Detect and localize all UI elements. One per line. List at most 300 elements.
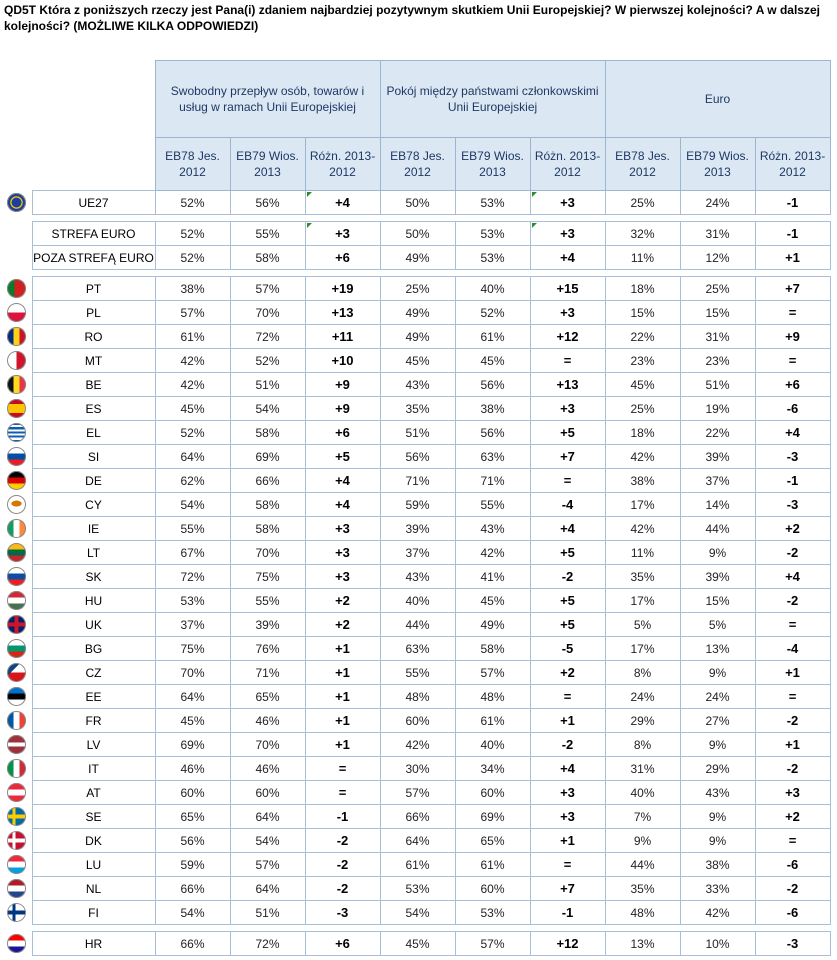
table-row bbox=[2, 325, 830, 349]
diff-cell: -2 bbox=[305, 877, 380, 901]
value-cell: 54% bbox=[155, 901, 230, 925]
value-cell: 67% bbox=[155, 541, 230, 565]
value-cell: 52% bbox=[455, 301, 530, 325]
value-cell: 75% bbox=[230, 565, 305, 589]
diff-cell: -4 bbox=[530, 493, 605, 517]
austria-flag-icon bbox=[7, 783, 26, 802]
cyprus-flag-icon bbox=[7, 495, 26, 514]
diff-cell: +3 bbox=[305, 222, 380, 246]
value-cell: 42% bbox=[380, 733, 455, 757]
value-cell: 60% bbox=[230, 781, 305, 805]
diff-cell: -1 bbox=[755, 222, 830, 246]
diff-cell: = bbox=[755, 349, 830, 373]
row-label: BG bbox=[32, 637, 155, 661]
diff-cell: +3 bbox=[305, 565, 380, 589]
diff-cell: +3 bbox=[530, 191, 605, 215]
value-cell: 46% bbox=[230, 757, 305, 781]
table-row bbox=[2, 877, 830, 901]
diff-cell: -2 bbox=[530, 565, 605, 589]
subheader-cell: Różn. 2013-2012 bbox=[305, 138, 380, 191]
diff-cell: +7 bbox=[530, 877, 605, 901]
table-row bbox=[2, 397, 830, 421]
table-row bbox=[2, 349, 830, 373]
value-cell: 42% bbox=[680, 901, 755, 925]
value-cell: 15% bbox=[605, 301, 680, 325]
diff-cell: = bbox=[305, 781, 380, 805]
malta-flag-icon bbox=[7, 351, 26, 370]
value-cell: 23% bbox=[680, 349, 755, 373]
diff-cell: +5 bbox=[530, 541, 605, 565]
value-cell: 56% bbox=[455, 373, 530, 397]
table-row bbox=[2, 373, 830, 397]
value-cell: 27% bbox=[680, 709, 755, 733]
row-label: EE bbox=[32, 685, 155, 709]
value-cell: 9% bbox=[680, 733, 755, 757]
value-cell: 72% bbox=[155, 565, 230, 589]
value-cell: 17% bbox=[605, 589, 680, 613]
uk-flag-icon bbox=[7, 615, 26, 634]
diff-cell: +3 bbox=[305, 541, 380, 565]
value-cell: 43% bbox=[380, 373, 455, 397]
flag-cell bbox=[2, 637, 32, 661]
value-cell: 44% bbox=[605, 853, 680, 877]
value-cell: 64% bbox=[230, 805, 305, 829]
table-row bbox=[2, 191, 830, 215]
row-label: MT bbox=[32, 349, 155, 373]
table-row bbox=[2, 709, 830, 733]
row-label: UE27 bbox=[32, 191, 155, 215]
value-cell: 69% bbox=[155, 733, 230, 757]
value-cell: 40% bbox=[455, 277, 530, 301]
value-cell: 51% bbox=[230, 901, 305, 925]
corner-blank bbox=[2, 61, 155, 138]
flag-cell bbox=[2, 373, 32, 397]
flag-cell bbox=[2, 853, 32, 877]
subheader-cell: EB79 Wios. 2013 bbox=[680, 138, 755, 191]
flag-cell bbox=[2, 709, 32, 733]
value-cell: 48% bbox=[605, 901, 680, 925]
diff-cell: +4 bbox=[755, 565, 830, 589]
value-cell: 71% bbox=[230, 661, 305, 685]
ireland-flag-icon bbox=[7, 519, 26, 538]
value-cell: 43% bbox=[680, 781, 755, 805]
subheader-cell: EB79 Wios. 2013 bbox=[230, 138, 305, 191]
diff-cell: +5 bbox=[530, 613, 605, 637]
row-label: PL bbox=[32, 301, 155, 325]
value-cell: 39% bbox=[680, 445, 755, 469]
subheader-cell: EB78 Jes. 2012 bbox=[605, 138, 680, 191]
value-cell: 25% bbox=[380, 277, 455, 301]
value-cell: 61% bbox=[380, 853, 455, 877]
value-cell: 48% bbox=[380, 685, 455, 709]
diff-cell: +3 bbox=[530, 781, 605, 805]
value-cell: 66% bbox=[380, 805, 455, 829]
value-cell: 61% bbox=[455, 709, 530, 733]
diff-cell: -3 bbox=[755, 932, 830, 956]
value-cell: 51% bbox=[380, 421, 455, 445]
value-cell: 22% bbox=[605, 325, 680, 349]
row-label: AT bbox=[32, 781, 155, 805]
table-row bbox=[2, 517, 830, 541]
value-cell: 45% bbox=[155, 709, 230, 733]
diff-cell: -3 bbox=[305, 901, 380, 925]
row-label: SK bbox=[32, 565, 155, 589]
value-cell: 58% bbox=[230, 421, 305, 445]
value-cell: 56% bbox=[455, 421, 530, 445]
subheader-cell: Różn. 2013-2012 bbox=[530, 138, 605, 191]
table-row bbox=[2, 301, 830, 325]
value-cell: 59% bbox=[155, 853, 230, 877]
value-cell: 75% bbox=[155, 637, 230, 661]
value-cell: 66% bbox=[155, 877, 230, 901]
table-row bbox=[2, 541, 830, 565]
value-cell: 64% bbox=[230, 877, 305, 901]
value-cell: 7% bbox=[605, 805, 680, 829]
table-row bbox=[2, 637, 830, 661]
table-row bbox=[2, 222, 830, 246]
value-cell: 37% bbox=[680, 469, 755, 493]
value-cell: 40% bbox=[455, 733, 530, 757]
row-label: EL bbox=[32, 421, 155, 445]
row-label: SI bbox=[32, 445, 155, 469]
slovakia-flag-icon bbox=[7, 567, 26, 586]
value-cell: 42% bbox=[605, 445, 680, 469]
value-cell: 53% bbox=[455, 901, 530, 925]
subheader-cell: EB79 Wios. 2013 bbox=[455, 138, 530, 191]
value-cell: 52% bbox=[155, 191, 230, 215]
row-label: LT bbox=[32, 541, 155, 565]
estonia-flag-icon bbox=[7, 687, 26, 706]
row-label: DE bbox=[32, 469, 155, 493]
flag-cell bbox=[2, 191, 32, 215]
value-cell: 58% bbox=[230, 246, 305, 270]
diff-cell: +4 bbox=[530, 246, 605, 270]
value-cell: 5% bbox=[680, 613, 755, 637]
value-cell: 14% bbox=[680, 493, 755, 517]
diff-cell: +6 bbox=[755, 373, 830, 397]
subheader-cell: EB78 Jes. 2012 bbox=[155, 138, 230, 191]
diff-cell: +9 bbox=[305, 397, 380, 421]
table-row bbox=[2, 781, 830, 805]
finland-flag-icon bbox=[7, 903, 26, 922]
diff-cell: +2 bbox=[305, 589, 380, 613]
diff-cell: +1 bbox=[755, 733, 830, 757]
flag-cell bbox=[2, 421, 32, 445]
flag-cell bbox=[2, 397, 32, 421]
croatia-flag-icon bbox=[7, 934, 26, 953]
row-label: LV bbox=[32, 733, 155, 757]
value-cell: 49% bbox=[380, 301, 455, 325]
value-cell: 58% bbox=[230, 493, 305, 517]
block-separator bbox=[2, 215, 830, 222]
table-row bbox=[2, 246, 830, 270]
diff-cell: +2 bbox=[755, 517, 830, 541]
value-cell: 58% bbox=[455, 637, 530, 661]
flag-cell bbox=[2, 469, 32, 493]
value-cell: 54% bbox=[230, 397, 305, 421]
value-cell: 52% bbox=[155, 222, 230, 246]
value-cell: 57% bbox=[230, 277, 305, 301]
value-cell: 18% bbox=[605, 277, 680, 301]
diff-cell: +1 bbox=[530, 829, 605, 853]
diff-cell: +7 bbox=[755, 277, 830, 301]
value-cell: 25% bbox=[680, 277, 755, 301]
diff-cell: +10 bbox=[305, 349, 380, 373]
value-cell: 50% bbox=[380, 191, 455, 215]
flag-cell bbox=[2, 589, 32, 613]
value-cell: 39% bbox=[230, 613, 305, 637]
diff-cell: +2 bbox=[755, 805, 830, 829]
flag-cell bbox=[2, 932, 32, 956]
lithuania-flag-icon bbox=[7, 543, 26, 562]
value-cell: 43% bbox=[380, 565, 455, 589]
corner-blank bbox=[2, 138, 155, 191]
diff-cell: = bbox=[530, 469, 605, 493]
value-cell: 52% bbox=[155, 246, 230, 270]
table-row bbox=[2, 901, 830, 925]
table-row bbox=[2, 445, 830, 469]
latvia-flag-icon bbox=[7, 735, 26, 754]
value-cell: 29% bbox=[605, 709, 680, 733]
value-cell: 69% bbox=[230, 445, 305, 469]
value-cell: 52% bbox=[230, 349, 305, 373]
denmark-flag-icon bbox=[7, 831, 26, 850]
value-cell: 66% bbox=[230, 469, 305, 493]
flag-cell bbox=[2, 301, 32, 325]
table-row bbox=[2, 565, 830, 589]
diff-cell: -1 bbox=[305, 805, 380, 829]
flag-cell bbox=[2, 661, 32, 685]
value-cell: 12% bbox=[680, 246, 755, 270]
value-cell: 57% bbox=[155, 301, 230, 325]
diff-cell: +3 bbox=[530, 805, 605, 829]
value-cell: 70% bbox=[230, 301, 305, 325]
bulgaria-flag-icon bbox=[7, 639, 26, 658]
diff-cell: -3 bbox=[755, 493, 830, 517]
value-cell: 13% bbox=[605, 932, 680, 956]
value-cell: 55% bbox=[230, 222, 305, 246]
value-cell: 33% bbox=[680, 877, 755, 901]
value-cell: 46% bbox=[155, 757, 230, 781]
value-cell: 38% bbox=[455, 397, 530, 421]
value-cell: 49% bbox=[455, 613, 530, 637]
diff-cell: +3 bbox=[530, 222, 605, 246]
hungary-flag-icon bbox=[7, 591, 26, 610]
value-cell: 60% bbox=[380, 709, 455, 733]
diff-cell: -6 bbox=[755, 901, 830, 925]
value-cell: 71% bbox=[455, 469, 530, 493]
flag-cell bbox=[2, 781, 32, 805]
value-cell: 60% bbox=[455, 781, 530, 805]
value-cell: 8% bbox=[605, 661, 680, 685]
value-cell: 61% bbox=[455, 325, 530, 349]
value-cell: 45% bbox=[380, 932, 455, 956]
value-cell: 53% bbox=[455, 246, 530, 270]
table-row bbox=[2, 932, 830, 956]
value-cell: 49% bbox=[380, 325, 455, 349]
czech-flag-icon bbox=[7, 663, 26, 682]
value-cell: 39% bbox=[680, 565, 755, 589]
table-row bbox=[2, 661, 830, 685]
value-cell: 65% bbox=[455, 829, 530, 853]
value-cell: 70% bbox=[155, 661, 230, 685]
diff-cell: +9 bbox=[755, 325, 830, 349]
value-cell: 43% bbox=[455, 517, 530, 541]
flag-cell bbox=[2, 541, 32, 565]
diff-cell: -2 bbox=[305, 829, 380, 853]
value-cell: 9% bbox=[605, 829, 680, 853]
value-cell: 5% bbox=[605, 613, 680, 637]
value-cell: 53% bbox=[455, 222, 530, 246]
diff-cell: +11 bbox=[305, 325, 380, 349]
diff-cell: +1 bbox=[305, 637, 380, 661]
value-cell: 71% bbox=[380, 469, 455, 493]
row-label: CY bbox=[32, 493, 155, 517]
group-header-euro: Euro bbox=[605, 61, 830, 138]
value-cell: 64% bbox=[155, 685, 230, 709]
diff-cell: = bbox=[755, 685, 830, 709]
row-label: FI bbox=[32, 901, 155, 925]
flag-cell bbox=[2, 613, 32, 637]
value-cell: 9% bbox=[680, 661, 755, 685]
value-cell: 19% bbox=[680, 397, 755, 421]
value-cell: 54% bbox=[230, 829, 305, 853]
flag-cell bbox=[2, 565, 32, 589]
value-cell: 55% bbox=[455, 493, 530, 517]
diff-cell: -2 bbox=[755, 589, 830, 613]
diff-cell: +1 bbox=[305, 733, 380, 757]
diff-cell: -1 bbox=[755, 191, 830, 215]
value-cell: 8% bbox=[605, 733, 680, 757]
value-cell: 60% bbox=[455, 877, 530, 901]
diff-cell: +4 bbox=[305, 191, 380, 215]
value-cell: 45% bbox=[605, 373, 680, 397]
table-row bbox=[2, 853, 830, 877]
table-row bbox=[2, 421, 830, 445]
value-cell: 57% bbox=[380, 781, 455, 805]
diff-cell: +2 bbox=[305, 613, 380, 637]
flag-cell bbox=[2, 325, 32, 349]
diff-cell: -2 bbox=[530, 733, 605, 757]
value-cell: 57% bbox=[230, 853, 305, 877]
diff-cell: +6 bbox=[305, 421, 380, 445]
value-cell: 60% bbox=[155, 781, 230, 805]
portugal-flag-icon bbox=[7, 279, 26, 298]
belgium-flag-icon bbox=[7, 375, 26, 394]
diff-cell: +13 bbox=[530, 373, 605, 397]
diff-cell: +1 bbox=[755, 246, 830, 270]
value-cell: 24% bbox=[605, 685, 680, 709]
value-cell: 29% bbox=[680, 757, 755, 781]
diff-cell: +1 bbox=[305, 685, 380, 709]
value-cell: 64% bbox=[380, 829, 455, 853]
value-cell: 53% bbox=[155, 589, 230, 613]
value-cell: 45% bbox=[455, 349, 530, 373]
value-cell: 42% bbox=[155, 373, 230, 397]
value-cell: 38% bbox=[155, 277, 230, 301]
value-cell: 65% bbox=[155, 805, 230, 829]
value-cell: 32% bbox=[605, 222, 680, 246]
value-cell: 51% bbox=[230, 373, 305, 397]
flag-cell bbox=[2, 277, 32, 301]
slovenia-flag-icon bbox=[7, 447, 26, 466]
diff-cell: = bbox=[530, 349, 605, 373]
flag-cell bbox=[2, 517, 32, 541]
diff-cell: +1 bbox=[530, 709, 605, 733]
table-row bbox=[2, 685, 830, 709]
value-cell: 76% bbox=[230, 637, 305, 661]
value-cell: 35% bbox=[380, 397, 455, 421]
flag-cell bbox=[2, 349, 32, 373]
value-cell: 61% bbox=[455, 853, 530, 877]
value-cell: 58% bbox=[230, 517, 305, 541]
table-row bbox=[2, 613, 830, 637]
diff-cell: +6 bbox=[305, 932, 380, 956]
value-cell: 35% bbox=[605, 565, 680, 589]
row-label: BE bbox=[32, 373, 155, 397]
value-cell: 57% bbox=[455, 661, 530, 685]
value-cell: 54% bbox=[155, 493, 230, 517]
value-cell: 69% bbox=[455, 805, 530, 829]
value-cell: 48% bbox=[455, 685, 530, 709]
value-cell: 56% bbox=[155, 829, 230, 853]
value-cell: 15% bbox=[680, 589, 755, 613]
value-cell: 9% bbox=[680, 541, 755, 565]
diff-cell: +4 bbox=[305, 469, 380, 493]
value-cell: 42% bbox=[605, 517, 680, 541]
value-cell: 63% bbox=[380, 637, 455, 661]
value-cell: 52% bbox=[155, 421, 230, 445]
value-cell: 31% bbox=[680, 325, 755, 349]
diff-cell: -2 bbox=[755, 709, 830, 733]
value-cell: 55% bbox=[230, 589, 305, 613]
diff-cell: +3 bbox=[530, 301, 605, 325]
group-header-free-movement: Swobodny przepływ osób, towarów i usług w ramach Unii Europejskiej bbox=[155, 61, 380, 138]
value-cell: 35% bbox=[605, 877, 680, 901]
flag-cell bbox=[2, 733, 32, 757]
row-label: IE bbox=[32, 517, 155, 541]
value-cell: 30% bbox=[380, 757, 455, 781]
flag-cell bbox=[2, 805, 32, 829]
diff-cell: = bbox=[305, 757, 380, 781]
table-row bbox=[2, 757, 830, 781]
row-label: POZA STREFĄ EURO bbox=[32, 246, 155, 270]
diff-cell: -1 bbox=[530, 901, 605, 925]
flag-cell bbox=[2, 685, 32, 709]
row-label: STREFA EURO bbox=[32, 222, 155, 246]
subheader-cell: Różn. 2013-2012 bbox=[755, 138, 830, 191]
value-cell: 42% bbox=[455, 541, 530, 565]
italy-flag-icon bbox=[7, 759, 26, 778]
value-cell: 17% bbox=[605, 637, 680, 661]
diff-cell: -6 bbox=[755, 853, 830, 877]
diff-cell: -4 bbox=[755, 637, 830, 661]
value-cell: 53% bbox=[455, 191, 530, 215]
flag-cell bbox=[2, 901, 32, 925]
diff-cell: -3 bbox=[755, 445, 830, 469]
value-cell: 24% bbox=[680, 191, 755, 215]
flag-cell bbox=[2, 445, 32, 469]
value-cell: 45% bbox=[380, 349, 455, 373]
value-cell: 62% bbox=[155, 469, 230, 493]
table-row bbox=[2, 469, 830, 493]
row-label: LU bbox=[32, 853, 155, 877]
flag-cell bbox=[2, 829, 32, 853]
row-label: IT bbox=[32, 757, 155, 781]
flag-cell bbox=[2, 757, 32, 781]
diff-cell: +4 bbox=[530, 757, 605, 781]
row-label: HR bbox=[32, 932, 155, 956]
